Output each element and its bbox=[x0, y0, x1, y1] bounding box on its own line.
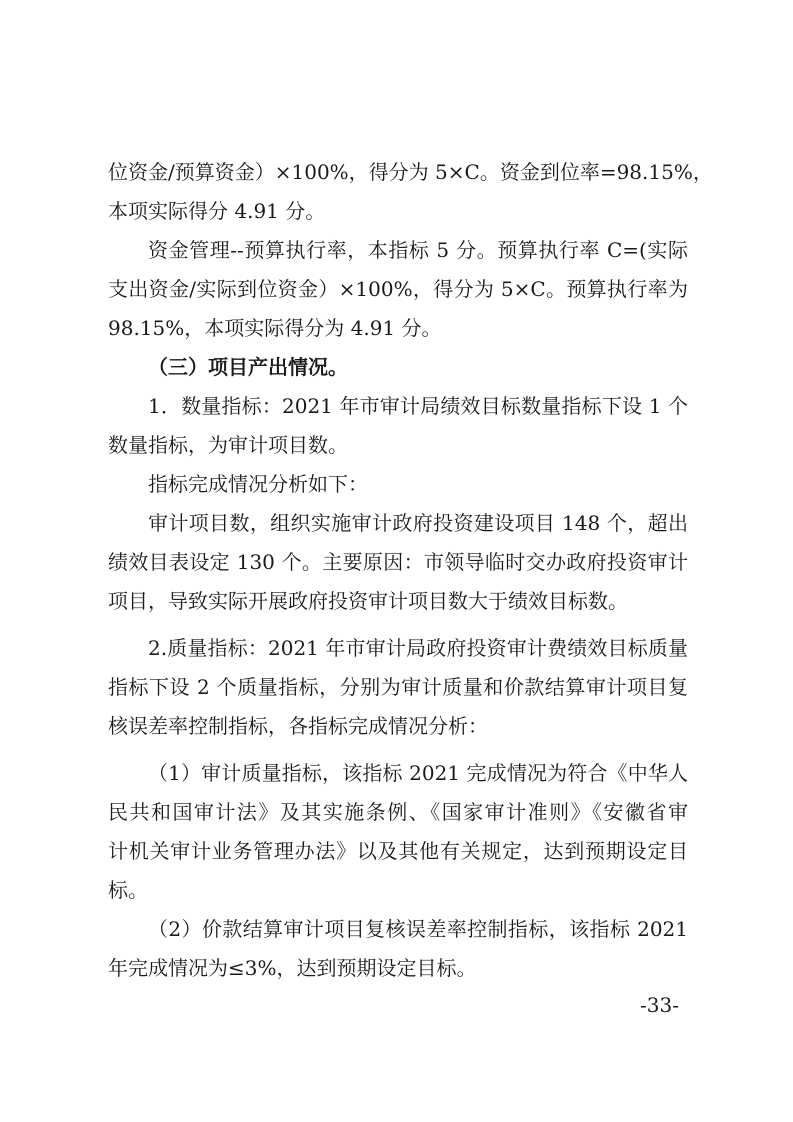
body-text-line: 数量指标，为审计项目数。 bbox=[108, 433, 348, 457]
body-text-line: 98.15%，本项实际得分为 4.91 分。 bbox=[108, 316, 442, 340]
body-text-line: 计机关审计业务管理办法》以及其他有关规定，达到预期设定目 bbox=[108, 839, 688, 863]
body-text-line: 绩效目表设定 130 个。主要原因：市领导临时交办政府投资审计 bbox=[108, 550, 688, 574]
body-text-line: 年完成情况为≤3%，达到预期设定目标。 bbox=[108, 956, 477, 980]
body-text-line: 项目，导致实际开展政府投资审计项目数大于绩效目标数。 bbox=[108, 589, 628, 613]
body-text-line: 1．数量指标：2021 年市审计局绩效目标数量指标下设 1 个 bbox=[148, 394, 688, 418]
body-text-line: 审计项目数，组织实施审计政府投资建设项目 148 个，超出 bbox=[148, 511, 688, 535]
body-text-line: 指标完成情况分析如下： bbox=[148, 472, 368, 496]
body-text-line: （1）审计质量指标，该指标 2021 完成情况为符合《中华人 bbox=[148, 761, 688, 785]
body-text-line: 资金管理--预算执行率，本指标 5 分。预算执行率 C=(实际 bbox=[148, 238, 688, 262]
body-text-line: 核误差率控制指标，各指标完成情况分析： bbox=[108, 714, 488, 738]
page-number: -33- bbox=[640, 993, 679, 1017]
body-text-line: 民共和国审计法》及其实施条例、《国家审计准则》《安徽省审 bbox=[108, 800, 688, 824]
body-text-line: 位资金/预算资金）×100%，得分为 5×C。资金到位率=98.15%， bbox=[108, 160, 713, 184]
body-text-line: 本项实际得分 4.91 分。 bbox=[108, 199, 326, 223]
body-text-line: （2）价款结算审计项目复核误差率控制指标，该指标 2021 bbox=[148, 917, 688, 941]
body-text-line: 2.质量指标：2021 年市审计局政府投资审计费绩效目标质量 bbox=[148, 636, 688, 660]
section-heading: （三）项目产出情况。 bbox=[148, 355, 348, 379]
body-text-line: 指标下设 2 个质量指标，分别为审计质量和价款结算审计项目复 bbox=[108, 675, 688, 699]
body-text-line: 支出资金/实际到位资金）×100%，得分为 5×C。预算执行率为 bbox=[108, 277, 688, 301]
body-text-line: 标。 bbox=[108, 878, 148, 902]
